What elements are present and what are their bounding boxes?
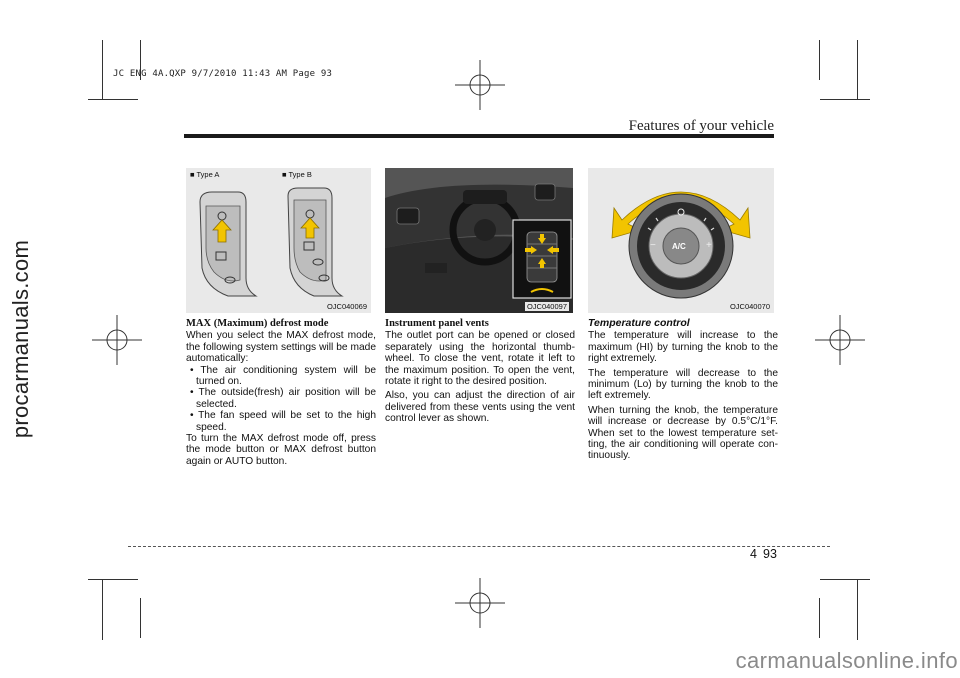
figure-instrument-panel-vents xyxy=(385,168,573,313)
temp-minus-label: − xyxy=(650,240,656,251)
max-defrost-intro: When you select the MAX defrost mode, the following system settings will be made automatically: xyxy=(186,330,376,365)
chapter-number: 4 xyxy=(750,547,757,561)
figure-temperature-knob xyxy=(588,168,774,313)
registration-target-icon xyxy=(92,315,142,365)
crop-mark xyxy=(819,40,820,80)
page-number: 93 xyxy=(763,547,777,561)
figure-code: OJC040069 xyxy=(326,302,367,311)
watermark-left: procarmanuals.com xyxy=(8,239,34,439)
list-item: • The fan speed will be set to the high speed. xyxy=(190,410,376,433)
crop-mark xyxy=(102,580,103,640)
list-item: • The outside(fresh) air position will be selected. xyxy=(190,387,376,410)
figure-code: OJC040097 xyxy=(526,302,567,311)
crop-mark xyxy=(857,580,858,640)
registration-target-icon xyxy=(455,578,505,628)
column-max-defrost xyxy=(186,318,376,467)
max-defrost-heading: MAX (Maximum) defrost mode xyxy=(186,318,329,329)
temperature-heading: Temperature control xyxy=(588,317,690,329)
crop-mark xyxy=(88,579,138,580)
crop-mark xyxy=(102,40,103,100)
crop-mark xyxy=(820,99,870,100)
defrost-button-panel-illustration xyxy=(186,168,371,313)
crop-mark xyxy=(820,579,870,580)
temperature-paragraph: The temperature will increase to the maximum (HI) by turning the knob to the right extremely. xyxy=(588,330,778,365)
dashboard-photo-illustration xyxy=(385,168,573,313)
ac-button-label: A/C xyxy=(672,242,686,251)
registration-target-icon xyxy=(815,315,865,365)
type-b-label: ■ Type B xyxy=(282,170,312,179)
footer-dashed-rule xyxy=(128,546,830,547)
watermark-bottom: carmanualsonline.info xyxy=(735,648,958,673)
temperature-paragraph: When turning the knob, the temperature will increase or decrease by 0.5°C/1°F. When set to the lowest temperature set-ting, the air conditioning will operate con-tinuously. xyxy=(588,404,778,462)
temp-plus-label: + xyxy=(706,240,712,251)
print-slug: JC ENG 4A.QXP 9/7/2010 11:43 AM Page 93 xyxy=(113,69,333,79)
crop-mark xyxy=(88,99,138,100)
registration-target-icon xyxy=(455,60,505,110)
vents-heading: Instrument panel vents xyxy=(385,318,489,329)
figure-code: OJC040070 xyxy=(729,302,770,311)
max-defrost-outro: To turn the MAX defrost mode off, press the mode button or MAX defrost button again or AUTO button. xyxy=(186,433,376,467)
temperature-knob-illustration xyxy=(588,168,774,313)
figure-defrost-buttons xyxy=(186,168,371,313)
temperature-paragraph: The temperature will decrease to the minimum (Lo) by turning the knob to the left extremely. xyxy=(588,367,778,402)
header-rule xyxy=(184,134,774,138)
crop-mark xyxy=(140,598,141,638)
vents-paragraph: The outlet port can be opened or closed separately using the horizontal thumb-wheel. To close the vent, rotate it left to the maximum position. To open the vent, rotate it right to the desired position. xyxy=(385,330,575,388)
crop-mark xyxy=(857,40,858,100)
section-title: Features of your vehicle xyxy=(628,118,774,134)
column-instrument-panel-vents xyxy=(385,318,575,425)
type-a-label: ■ Type A xyxy=(190,170,220,179)
list-item: • The air conditioning system will be turned on. xyxy=(190,364,376,388)
column-temperature-control xyxy=(588,318,778,462)
vents-paragraph: Also, you can adjust the direction of air delivered from these vents using the vent control lever as shown. xyxy=(385,390,575,425)
crop-mark xyxy=(819,598,820,638)
